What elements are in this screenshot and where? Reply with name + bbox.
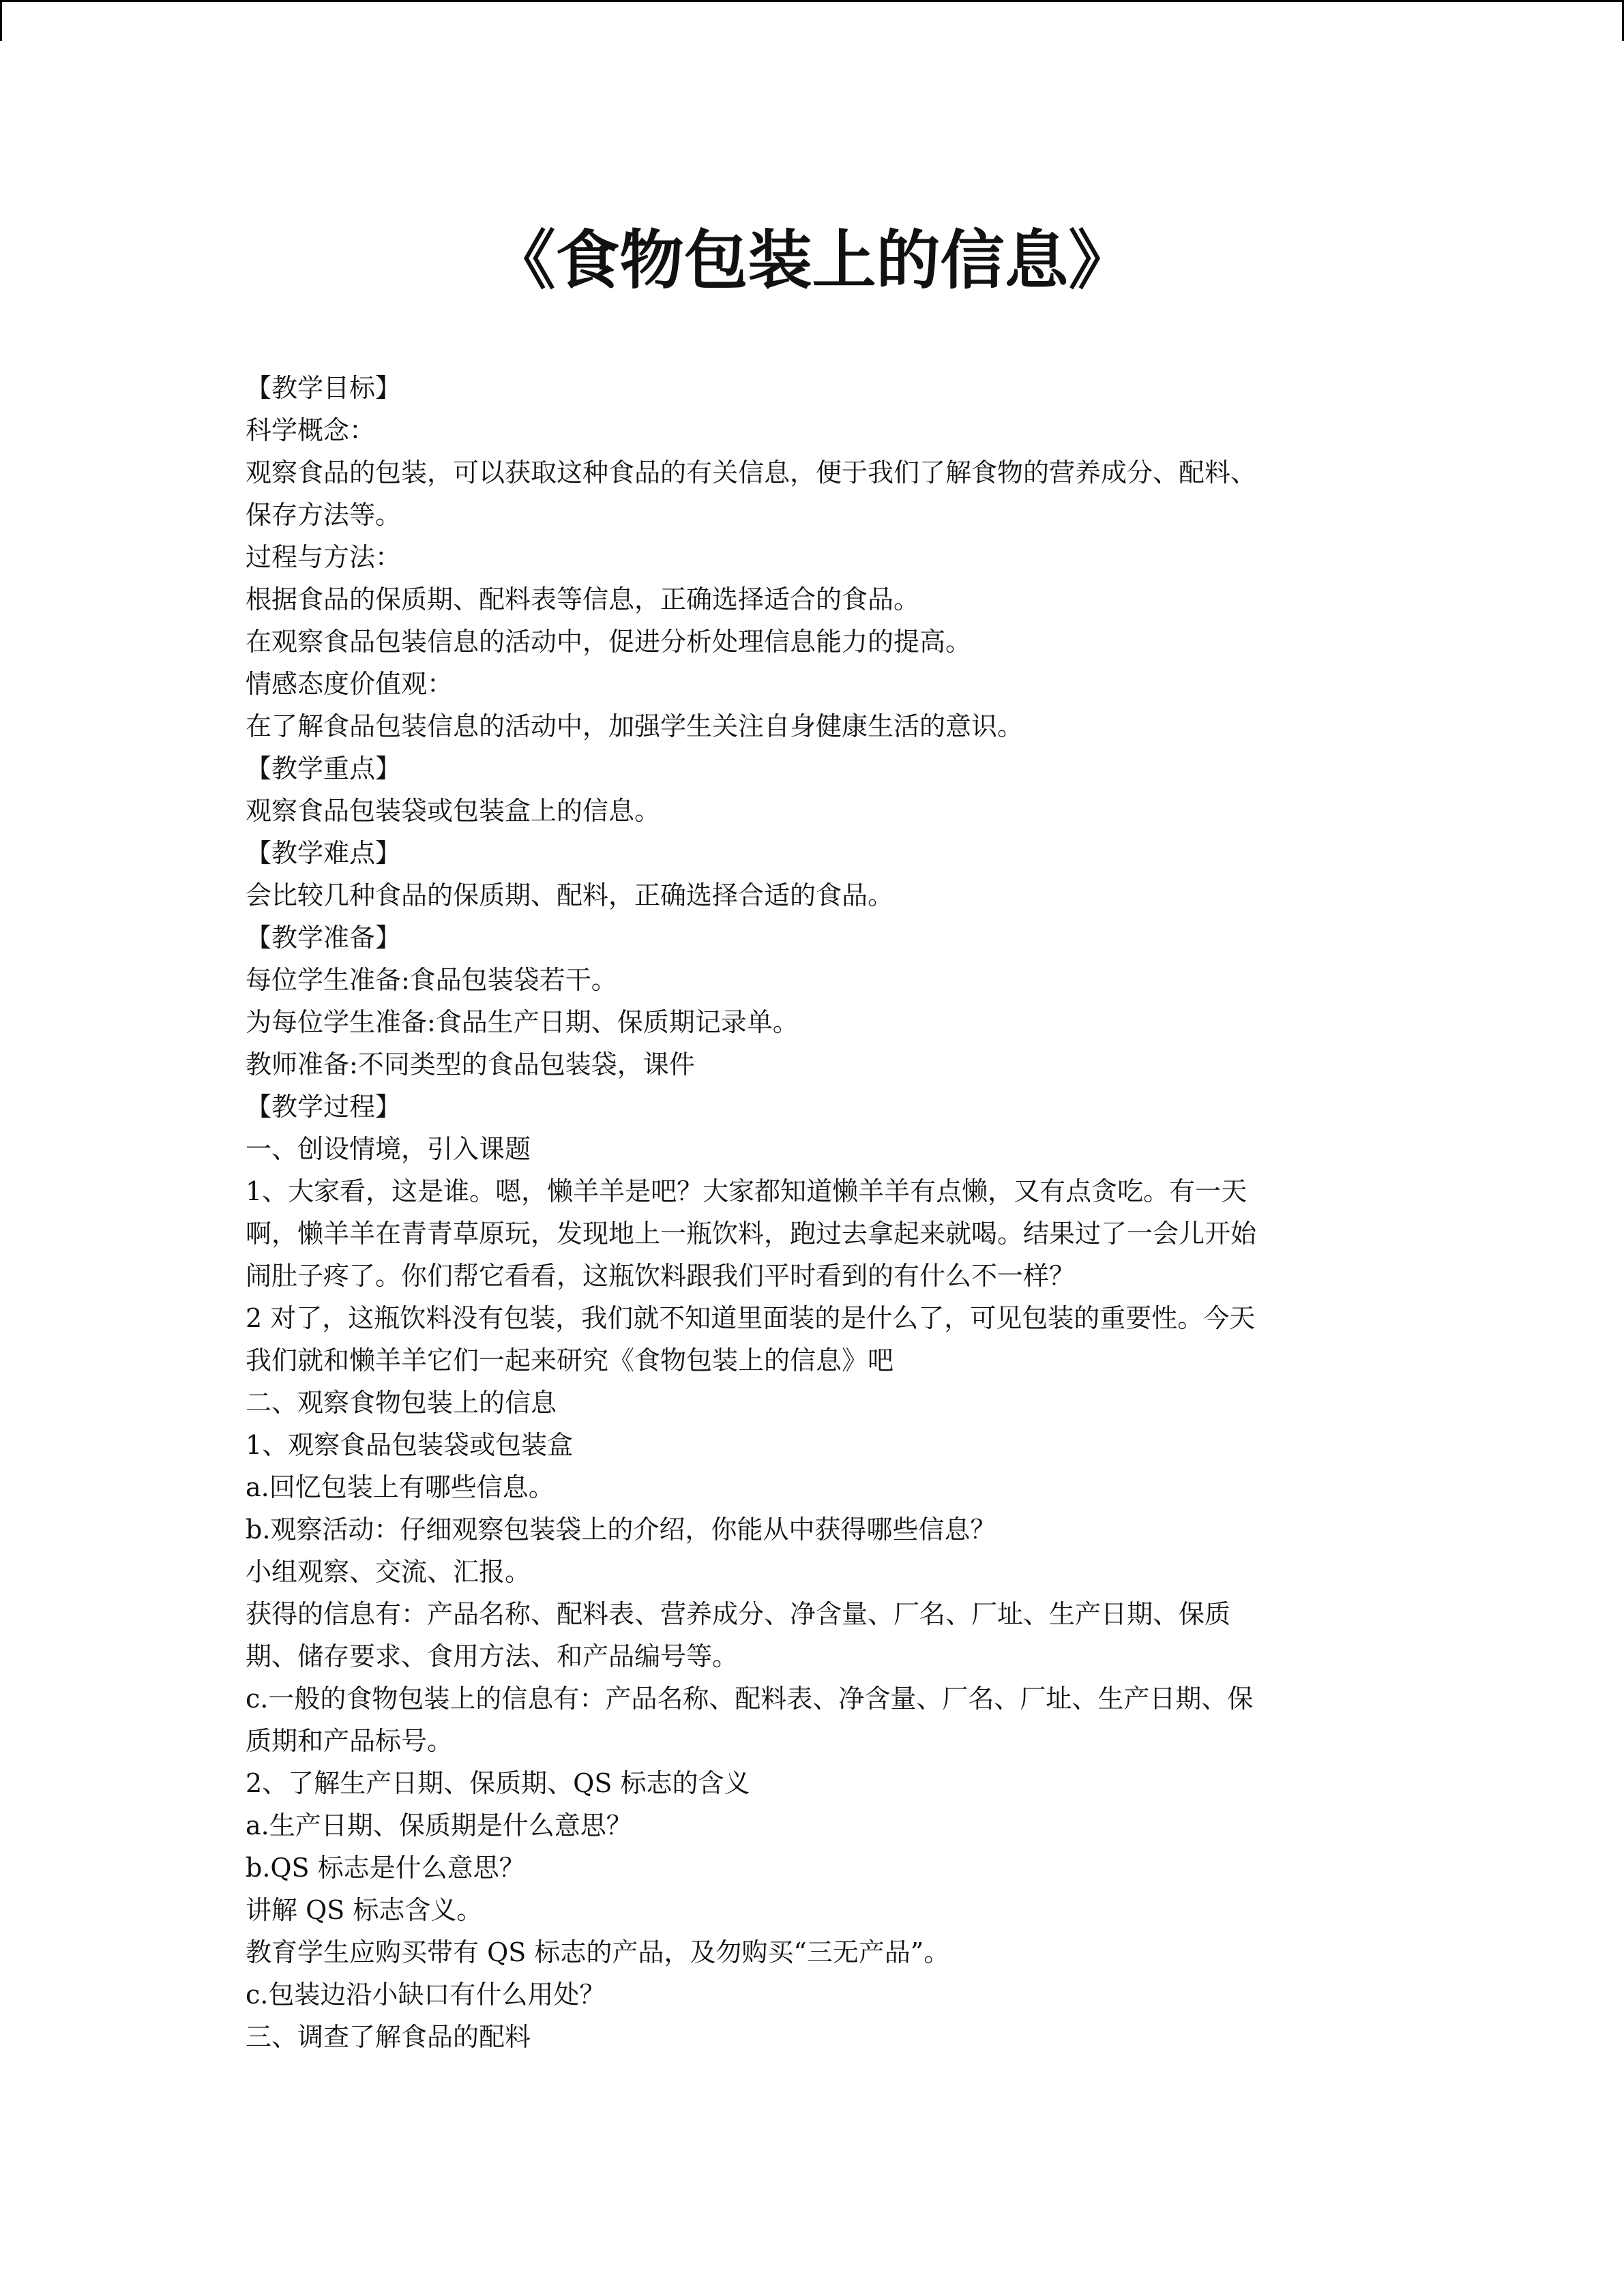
- text-line: 讲解 QS 标志含义。: [246, 1895, 483, 1925]
- section-heading-key-points: 【教学重点】: [246, 754, 402, 784]
- text-line: 小组观察、交流、汇报。: [246, 1557, 531, 1587]
- page-border-top: [0, 0, 1624, 2]
- text-line: 过程与方法：: [246, 542, 402, 572]
- text-line: 我们就和懒羊羊它们一起来研究《食物包装上的信息》吧: [246, 1345, 894, 1375]
- text-line: 1、大家看，这是谁。嗯，懒羊羊是吧？大家都知道懒羊羊有点懒，又有点贪吃。有一天: [246, 1176, 1247, 1206]
- text-line: 2 对了，这瓶饮料没有包装，我们就不知道里面装的是什么了，可见包装的重要性。今天: [246, 1303, 1256, 1333]
- text-line: 观察食品的包装，可以获取这种食品的有关信息，便于我们了解食物的营养成分、配料、: [246, 458, 1257, 488]
- text-line: a.生产日期、保质期是什么意思？: [246, 1810, 632, 1840]
- text-line: 闹肚子疼了。你们帮它看看，这瓶饮料跟我们平时看到的有什么不一样？: [246, 1261, 1076, 1291]
- text-line: 科学概念：: [246, 415, 376, 445]
- text-line: 教育学生应购买带有 QS 标志的产品，及勿购买“三无产品”。: [246, 1937, 950, 1967]
- text-line: c.一般的食物包装上的信息有：产品名称、配料表、净含量、厂名、厂址、生产日期、保: [246, 1684, 1254, 1714]
- document-title: 《食物包装上的信息》: [491, 223, 1133, 298]
- text-line: 在了解食品包装信息的活动中，加强学生关注自身健康生活的意识。: [246, 711, 1024, 741]
- text-line: 会比较几种食品的保质期、配料，正确选择合适的食品。: [246, 880, 894, 910]
- text-line: 二、观察食物包装上的信息: [246, 1388, 557, 1418]
- text-line: 一、创设情境，引入课题: [246, 1134, 531, 1164]
- text-line: 观察食品包装袋或包装盒上的信息。: [246, 796, 661, 826]
- text-line: 1、观察食品包装袋或包装盒: [246, 1430, 574, 1460]
- text-line: 教师准备:不同类型的食品包装袋，课件: [246, 1049, 695, 1079]
- section-heading-preparation: 【教学准备】: [246, 923, 402, 953]
- text-line: 情感态度价值观：: [246, 669, 454, 699]
- text-line: 为每位学生准备:食品生产日期、保质期记录单。: [246, 1007, 799, 1037]
- section-heading-difficulties: 【教学难点】: [246, 838, 402, 868]
- text-line: 三、调查了解食品的配料: [246, 2022, 531, 2052]
- text-line: 期、储存要求、食用方法、和产品编号等。: [246, 1641, 739, 1671]
- text-line: 2、了解生产日期、保质期、QS 标志的含义: [246, 1768, 750, 1798]
- text-line: 根据食品的保质期、配料表等信息，正确选择适合的食品。: [246, 584, 920, 614]
- text-line: 保存方法等。: [246, 500, 402, 530]
- text-line: b.观察活动：仔细观察包装袋上的介绍，你能从中获得哪些信息？: [246, 1515, 996, 1545]
- section-heading-process: 【教学过程】: [246, 1092, 402, 1122]
- text-line: 在观察食品包装信息的活动中，促进分析处理信息能力的提高。: [246, 627, 972, 657]
- text-line: c.包装边沿小缺口有什么用处？: [246, 1980, 606, 2010]
- text-line: 每位学生准备:食品包装袋若干。: [246, 965, 617, 995]
- text-line: a.回忆包装上有哪些信息。: [246, 1472, 555, 1502]
- text-line: 质期和产品标号。: [246, 1726, 454, 1756]
- section-heading-objectives: 【教学目标】: [246, 373, 402, 403]
- document-body: [246, 367, 1378, 2058]
- page-border-left: [0, 0, 2, 41]
- text-line: 获得的信息有：产品名称、配料表、营养成分、净含量、厂名、厂址、生产日期、保质: [246, 1599, 1231, 1629]
- text-line: 啊，懒羊羊在青青草原玩，发现地上一瓶饮料，跑过去拿起来就喝。结果过了一会儿开始: [246, 1219, 1257, 1249]
- text-line: b.QS 标志是什么意思？: [246, 1853, 525, 1883]
